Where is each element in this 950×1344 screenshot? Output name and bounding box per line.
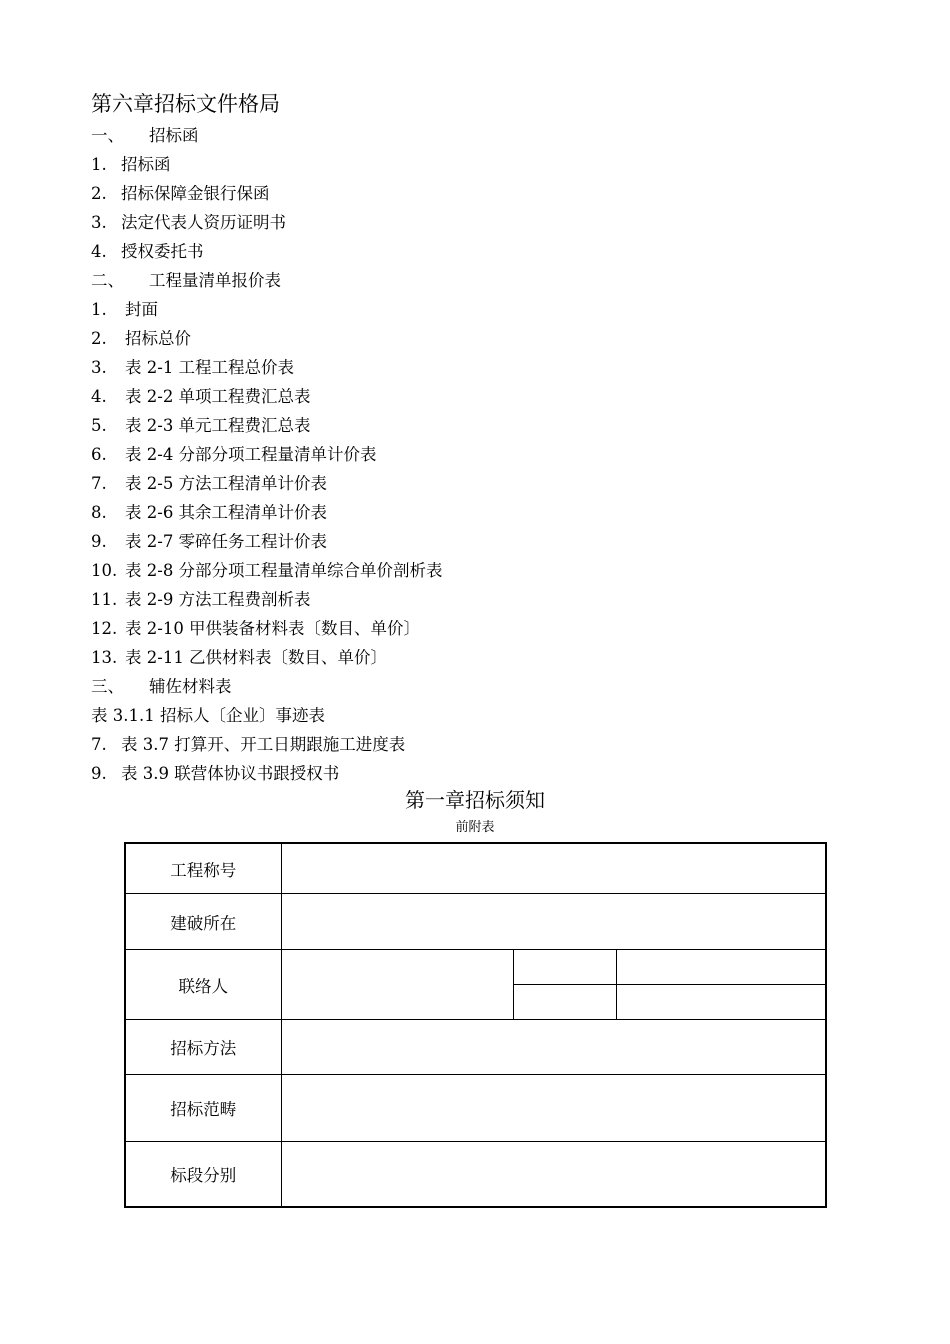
toc-line xyxy=(91,469,871,498)
toc-number: 1. xyxy=(91,300,107,319)
toc-text: 表 2-9 方法工程费剖析表 xyxy=(125,590,311,609)
toc-number: 11. xyxy=(91,590,118,609)
toc-text: 授权委托书 xyxy=(121,242,204,261)
toc-text: 表 2-4 分部分项工程量清单计价表 xyxy=(125,445,377,464)
toc-number: 2. xyxy=(91,184,107,203)
toc-text: 工程量清单报价表 xyxy=(149,271,281,290)
label-contact: 联络人 xyxy=(125,950,281,1020)
value-method[interactable] xyxy=(281,1020,826,1075)
toc-line xyxy=(91,556,871,585)
toc-text: 表 2-6 其余工程清单计价表 xyxy=(125,503,328,522)
toc-line xyxy=(91,672,871,701)
toc-line xyxy=(91,411,871,440)
toc-number: 10. xyxy=(91,561,118,580)
table-row xyxy=(125,843,826,894)
toc-number: 4. xyxy=(91,242,107,261)
toc-text: 表 2-5 方法工程清单计价表 xyxy=(125,474,328,493)
label-scope: 招标范畴 xyxy=(125,1075,281,1142)
toc-line xyxy=(91,614,871,643)
toc-text: 表 2-2 单项工程费汇总表 xyxy=(125,387,311,406)
toc-number: 5. xyxy=(91,416,107,435)
value-contact[interactable] xyxy=(281,950,513,1020)
toc-text: 表 2-7 零碎任务工程计价表 xyxy=(125,532,328,551)
toc-line xyxy=(91,759,871,788)
toc-text: 辅佐材料表 xyxy=(149,677,232,696)
value-project-name[interactable] xyxy=(281,843,826,894)
toc-line xyxy=(91,643,871,672)
toc-number: 6. xyxy=(91,445,107,464)
toc-text: 表 2-11 乙供材料表〔数目、单价〕 xyxy=(125,648,388,667)
contact-subcell[interactable] xyxy=(616,985,826,1020)
toc-line xyxy=(91,150,871,179)
toc-number: 9. xyxy=(91,532,107,551)
chapter1-title: 第一章招标须知 xyxy=(405,788,545,812)
toc-number: 4. xyxy=(91,387,107,406)
toc-number: 13. xyxy=(91,648,118,667)
toc-text: 招标函 xyxy=(121,155,171,174)
toc-line xyxy=(91,527,871,556)
toc-line xyxy=(91,237,871,266)
toc-number: 3. xyxy=(91,213,107,232)
toc-number: 9. xyxy=(91,764,107,783)
toc-line xyxy=(91,295,871,324)
value-scope[interactable] xyxy=(281,1075,826,1142)
toc-line xyxy=(91,440,871,469)
toc-text: 表 3.1.1 招标人〔企业〕事迹表 xyxy=(91,706,325,725)
label-method: 招标方法 xyxy=(125,1020,281,1075)
toc-line xyxy=(91,266,871,295)
toc-text: 表 3.9 联营体协议书跟授权书 xyxy=(121,764,340,783)
toc-number: 7. xyxy=(91,474,107,493)
table-row xyxy=(125,950,826,985)
attachment-table xyxy=(124,842,827,1208)
toc-line xyxy=(91,121,871,150)
chapter6-toc xyxy=(91,121,871,788)
toc-number: 1. xyxy=(91,155,107,174)
contact-subcell[interactable] xyxy=(616,950,826,985)
toc-number: 8. xyxy=(91,503,107,522)
toc-line xyxy=(91,701,871,730)
toc-line xyxy=(91,382,871,411)
value-sections[interactable] xyxy=(281,1142,826,1208)
toc-line xyxy=(91,208,871,237)
toc-line xyxy=(91,179,871,208)
toc-line xyxy=(91,353,871,382)
toc-text: 表 2-1 工程工程总价表 xyxy=(125,358,295,377)
label-sections: 标段分别 xyxy=(125,1142,281,1208)
value-site[interactable] xyxy=(281,894,826,950)
toc-text: 招标函 xyxy=(149,126,199,145)
contact-subcell[interactable] xyxy=(513,950,616,985)
table-row xyxy=(125,1142,826,1208)
toc-number: 一、 xyxy=(91,126,124,145)
toc-number: 12. xyxy=(91,619,118,638)
toc-number: 7. xyxy=(91,735,107,754)
toc-line xyxy=(91,498,871,527)
toc-number: 2. xyxy=(91,329,107,348)
toc-text: 表 2-3 单元工程费汇总表 xyxy=(125,416,311,435)
toc-line xyxy=(91,585,871,614)
toc-text: 封面 xyxy=(125,300,158,319)
table-row xyxy=(125,894,826,950)
label-site: 建破所在 xyxy=(125,894,281,950)
label-project-name: 工程称号 xyxy=(125,843,281,894)
toc-text: 表 3.7 打算开、开工日期跟施工进度表 xyxy=(121,735,406,754)
table-row xyxy=(125,1020,826,1075)
toc-line xyxy=(91,324,871,353)
contact-subcell[interactable] xyxy=(513,985,616,1020)
toc-text: 招标保障金银行保函 xyxy=(121,184,270,203)
table-row xyxy=(125,1075,826,1142)
toc-number: 二、 xyxy=(91,271,124,290)
toc-text: 法定代表人资历证明书 xyxy=(121,213,286,232)
toc-text: 招标总价 xyxy=(125,329,191,348)
table-caption: 前附表 xyxy=(455,820,495,835)
toc-text: 表 2-8 分部分项工程量清单综合单价剖析表 xyxy=(125,561,443,580)
toc-number: 3. xyxy=(91,358,107,377)
toc-text: 表 2-10 甲供装备材料表〔数目、单价〕 xyxy=(125,619,421,638)
toc-line xyxy=(91,730,871,759)
chapter6-title: 第六章招标文件格局 xyxy=(91,92,280,116)
toc-number: 三、 xyxy=(91,677,124,696)
